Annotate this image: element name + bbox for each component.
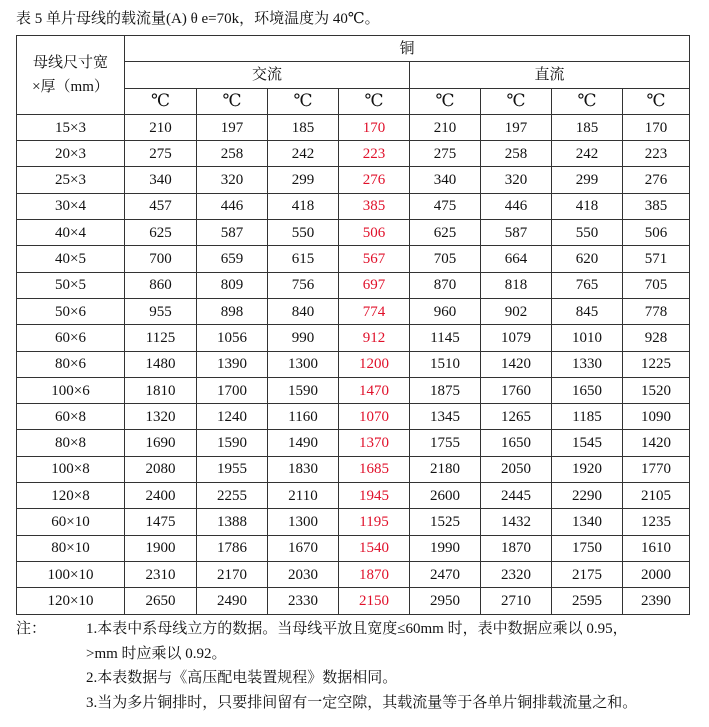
dc-value-cell: 2595 — [552, 588, 623, 614]
note-line-3: 3.当为多片铜排时，只要排间留有一定空隙，其载流量等于各单片铜排载流量之和。 — [86, 694, 638, 711]
ac-value-cell: 170 — [339, 114, 410, 140]
ac-value-cell: 1870 — [339, 561, 410, 587]
row-header-line-1: 母线尺寸宽 — [32, 54, 108, 71]
table-row — [17, 141, 690, 167]
unit-header: ℃ — [339, 88, 410, 114]
ac-value-cell: 860 — [125, 272, 197, 298]
row-header-size — [17, 36, 125, 115]
dc-value-cell: 340 — [410, 167, 481, 193]
note-line-1: 1.本表中系母线立方的数据。当母线平放且宽度≤60mm 时，表中数据应乘以 0.95， — [86, 621, 628, 637]
ac-value-cell: 2110 — [268, 483, 339, 509]
size-cell: 15×3 — [17, 114, 125, 140]
dc-value-cell: 2710 — [481, 588, 552, 614]
dc-value-cell: 571 — [623, 246, 690, 272]
table-row — [17, 167, 690, 193]
group-header-ac: 交流 — [125, 62, 410, 88]
ac-value-cell: 1685 — [339, 456, 410, 482]
ac-value-cell: 1786 — [197, 535, 268, 561]
dc-value-cell: 1920 — [552, 456, 623, 482]
dc-value-cell: 1420 — [481, 351, 552, 377]
ac-value-cell: 457 — [125, 193, 197, 219]
ac-value-cell: 299 — [268, 167, 339, 193]
ac-value-cell: 1125 — [125, 325, 197, 351]
size-cell: 30×4 — [17, 193, 125, 219]
row-header-line-2: ×厚（mm） — [32, 78, 109, 95]
ac-value-cell: 615 — [268, 246, 339, 272]
ac-value-cell: 809 — [197, 272, 268, 298]
dc-value-cell: 276 — [623, 167, 690, 193]
dc-value-cell: 1525 — [410, 509, 481, 535]
dc-value-cell: 960 — [410, 298, 481, 324]
dc-value-cell: 2470 — [410, 561, 481, 587]
dc-value-cell: 2290 — [552, 483, 623, 509]
ac-value-cell: 587 — [197, 220, 268, 246]
dc-value-cell: 1265 — [481, 404, 552, 430]
size-cell: 20×3 — [17, 141, 125, 167]
size-cell: 100×8 — [17, 456, 125, 482]
ac-value-cell: 1590 — [197, 430, 268, 456]
dc-value-cell: 1755 — [410, 430, 481, 456]
dc-value-cell: 1760 — [481, 377, 552, 403]
notes-body — [86, 617, 706, 715]
dc-value-cell: 418 — [552, 193, 623, 219]
dc-value-cell: 242 — [552, 141, 623, 167]
table-row — [17, 220, 690, 246]
ac-value-cell: 506 — [339, 220, 410, 246]
ac-value-cell: 2330 — [268, 588, 339, 614]
dc-value-cell: 625 — [410, 220, 481, 246]
dc-value-cell: 475 — [410, 193, 481, 219]
size-cell: 40×4 — [17, 220, 125, 246]
group-header-dc: 直流 — [410, 62, 690, 88]
dc-value-cell: 2175 — [552, 561, 623, 587]
dc-value-cell: 1510 — [410, 351, 481, 377]
dc-value-cell: 664 — [481, 246, 552, 272]
table-row — [17, 561, 690, 587]
dc-value-cell: 1235 — [623, 509, 690, 535]
dc-value-cell: 705 — [410, 246, 481, 272]
dc-value-cell: 210 — [410, 114, 481, 140]
dc-value-cell: 2950 — [410, 588, 481, 614]
dc-value-cell: 1079 — [481, 325, 552, 351]
table-caption: 表 5 单片母线的载流量(A) θ e=70k，环境温度为 40℃。 — [16, 11, 380, 27]
dc-value-cell: 1650 — [552, 377, 623, 403]
ac-value-cell: 898 — [197, 298, 268, 324]
dc-value-cell: 446 — [481, 193, 552, 219]
dc-value-cell: 1610 — [623, 535, 690, 561]
dc-value-cell: 902 — [481, 298, 552, 324]
ac-value-cell: 185 — [268, 114, 339, 140]
unit-header: ℃ — [410, 88, 481, 114]
table-row — [17, 298, 690, 324]
table-row — [17, 325, 690, 351]
unit-header: ℃ — [197, 88, 268, 114]
dc-value-cell: 2050 — [481, 456, 552, 482]
dc-value-cell: 1010 — [552, 325, 623, 351]
ac-value-cell: 1810 — [125, 377, 197, 403]
ac-value-cell: 625 — [125, 220, 197, 246]
dc-value-cell: 1432 — [481, 509, 552, 535]
dc-value-cell: 2105 — [623, 483, 690, 509]
ac-value-cell: 1590 — [268, 377, 339, 403]
dc-value-cell: 620 — [552, 246, 623, 272]
ac-value-cell: 1320 — [125, 404, 197, 430]
dc-value-cell: 385 — [623, 193, 690, 219]
ac-value-cell: 2255 — [197, 483, 268, 509]
ac-value-cell: 912 — [339, 325, 410, 351]
ac-value-cell: 223 — [339, 141, 410, 167]
dc-value-cell: 275 — [410, 141, 481, 167]
ac-value-cell: 275 — [125, 141, 197, 167]
dc-value-cell: 1090 — [623, 404, 690, 430]
ac-value-cell: 955 — [125, 298, 197, 324]
dc-value-cell: 320 — [481, 167, 552, 193]
dc-value-cell: 1145 — [410, 325, 481, 351]
ac-value-cell: 1200 — [339, 351, 410, 377]
dc-value-cell: 258 — [481, 141, 552, 167]
ac-value-cell: 756 — [268, 272, 339, 298]
ac-value-cell: 1070 — [339, 404, 410, 430]
ac-value-cell: 1388 — [197, 509, 268, 535]
dc-value-cell: 1870 — [481, 535, 552, 561]
dc-value-cell: 1340 — [552, 509, 623, 535]
dc-value-cell: 1345 — [410, 404, 481, 430]
unit-header: ℃ — [268, 88, 339, 114]
dc-value-cell: 1225 — [623, 351, 690, 377]
dc-value-cell: 1420 — [623, 430, 690, 456]
table-row — [17, 246, 690, 272]
dc-value-cell: 2000 — [623, 561, 690, 587]
ac-value-cell: 1475 — [125, 509, 197, 535]
ac-value-cell: 697 — [339, 272, 410, 298]
ac-value-cell: 2150 — [339, 588, 410, 614]
dc-value-cell: 2180 — [410, 456, 481, 482]
ac-value-cell: 1160 — [268, 404, 339, 430]
unit-header: ℃ — [552, 88, 623, 114]
dc-value-cell: 170 — [623, 114, 690, 140]
dc-value-cell: 1990 — [410, 535, 481, 561]
dc-value-cell: 506 — [623, 220, 690, 246]
size-cell: 40×5 — [17, 246, 125, 272]
dc-value-cell: 705 — [623, 272, 690, 298]
ac-value-cell: 2030 — [268, 561, 339, 587]
ac-value-cell: 210 — [125, 114, 197, 140]
dc-value-cell: 587 — [481, 220, 552, 246]
size-cell: 80×6 — [17, 351, 125, 377]
dc-value-cell: 2320 — [481, 561, 552, 587]
ac-value-cell: 1300 — [268, 509, 339, 535]
size-cell: 60×8 — [17, 404, 125, 430]
ac-value-cell: 550 — [268, 220, 339, 246]
table-row — [17, 509, 690, 535]
dc-value-cell: 185 — [552, 114, 623, 140]
size-cell: 80×8 — [17, 430, 125, 456]
ac-value-cell: 774 — [339, 298, 410, 324]
dc-value-cell: 778 — [623, 298, 690, 324]
table-row — [17, 588, 690, 614]
busbar-ampacity-table — [16, 35, 690, 615]
table-row — [17, 456, 690, 482]
ac-value-cell: 1830 — [268, 456, 339, 482]
ac-value-cell: 1945 — [339, 483, 410, 509]
ac-value-cell: 1690 — [125, 430, 197, 456]
table-row — [17, 430, 690, 456]
ac-value-cell: 1390 — [197, 351, 268, 377]
dc-value-cell: 1650 — [481, 430, 552, 456]
table-row — [17, 483, 690, 509]
size-cell: 60×6 — [17, 325, 125, 351]
ac-value-cell: 1370 — [339, 430, 410, 456]
dc-value-cell: 1750 — [552, 535, 623, 561]
ac-value-cell: 840 — [268, 298, 339, 324]
ac-value-cell: 1490 — [268, 430, 339, 456]
ac-value-cell: 1540 — [339, 535, 410, 561]
table-row — [17, 114, 690, 140]
note-line-2: 2.本表数据与《高压配电装置规程》数据相同。 — [86, 670, 398, 686]
ac-value-cell: 567 — [339, 246, 410, 272]
dc-value-cell: 2445 — [481, 483, 552, 509]
dc-value-cell: 870 — [410, 272, 481, 298]
ac-value-cell: 1240 — [197, 404, 268, 430]
table-row — [17, 272, 690, 298]
table-row — [17, 535, 690, 561]
dc-value-cell: 765 — [552, 272, 623, 298]
dc-value-cell: 1520 — [623, 377, 690, 403]
table-row — [17, 351, 690, 377]
size-cell: 100×10 — [17, 561, 125, 587]
ac-value-cell: 2650 — [125, 588, 197, 614]
ac-value-cell: 2170 — [197, 561, 268, 587]
ac-value-cell: 2400 — [125, 483, 197, 509]
size-cell: 120×8 — [17, 483, 125, 509]
table-row — [17, 377, 690, 403]
dc-value-cell: 928 — [623, 325, 690, 351]
unit-header: ℃ — [623, 88, 690, 114]
size-cell: 50×5 — [17, 272, 125, 298]
dc-value-cell: 550 — [552, 220, 623, 246]
ac-value-cell: 1470 — [339, 377, 410, 403]
ac-value-cell: 242 — [268, 141, 339, 167]
ac-value-cell: 700 — [125, 246, 197, 272]
size-cell: 60×10 — [17, 509, 125, 535]
ac-value-cell: 1056 — [197, 325, 268, 351]
ac-value-cell: 446 — [197, 193, 268, 219]
dc-value-cell: 1185 — [552, 404, 623, 430]
size-cell: 80×10 — [17, 535, 125, 561]
ac-value-cell: 258 — [197, 141, 268, 167]
material-header: 铜 — [125, 36, 690, 62]
ac-value-cell: 2080 — [125, 456, 197, 482]
ac-value-cell: 1480 — [125, 351, 197, 377]
ac-value-cell: 418 — [268, 193, 339, 219]
dc-value-cell: 845 — [552, 298, 623, 324]
dc-value-cell: 1545 — [552, 430, 623, 456]
size-cell: 120×10 — [17, 588, 125, 614]
dc-value-cell: 1875 — [410, 377, 481, 403]
dc-value-cell: 299 — [552, 167, 623, 193]
unit-header: ℃ — [481, 88, 552, 114]
ac-value-cell: 659 — [197, 246, 268, 272]
ac-value-cell: 1195 — [339, 509, 410, 535]
ac-value-cell: 1670 — [268, 535, 339, 561]
ac-value-cell: 2310 — [125, 561, 197, 587]
ac-value-cell: 1955 — [197, 456, 268, 482]
note-line-1-continued: >mm 时应乘以 0.92。 — [86, 645, 227, 662]
dc-value-cell: 1330 — [552, 351, 623, 377]
dc-value-cell: 2390 — [623, 588, 690, 614]
size-cell: 50×6 — [17, 298, 125, 324]
dc-value-cell: 197 — [481, 114, 552, 140]
ac-value-cell: 1700 — [197, 377, 268, 403]
ac-value-cell: 340 — [125, 167, 197, 193]
unit-header: ℃ — [125, 88, 197, 114]
table-body — [17, 114, 690, 614]
ac-value-cell: 1300 — [268, 351, 339, 377]
table-row — [17, 404, 690, 430]
dc-value-cell: 818 — [481, 272, 552, 298]
ac-value-cell: 276 — [339, 167, 410, 193]
ac-value-cell: 1900 — [125, 535, 197, 561]
notes-label: 注： — [16, 621, 47, 637]
size-cell: 25×3 — [17, 167, 125, 193]
ac-value-cell: 197 — [197, 114, 268, 140]
ac-value-cell: 990 — [268, 325, 339, 351]
ac-value-cell: 385 — [339, 193, 410, 219]
size-cell: 100×6 — [17, 377, 125, 403]
ac-value-cell: 320 — [197, 167, 268, 193]
ac-value-cell: 2490 — [197, 588, 268, 614]
dc-value-cell: 1770 — [623, 456, 690, 482]
dc-value-cell: 223 — [623, 141, 690, 167]
dc-value-cell: 2600 — [410, 483, 481, 509]
table-row — [17, 193, 690, 219]
